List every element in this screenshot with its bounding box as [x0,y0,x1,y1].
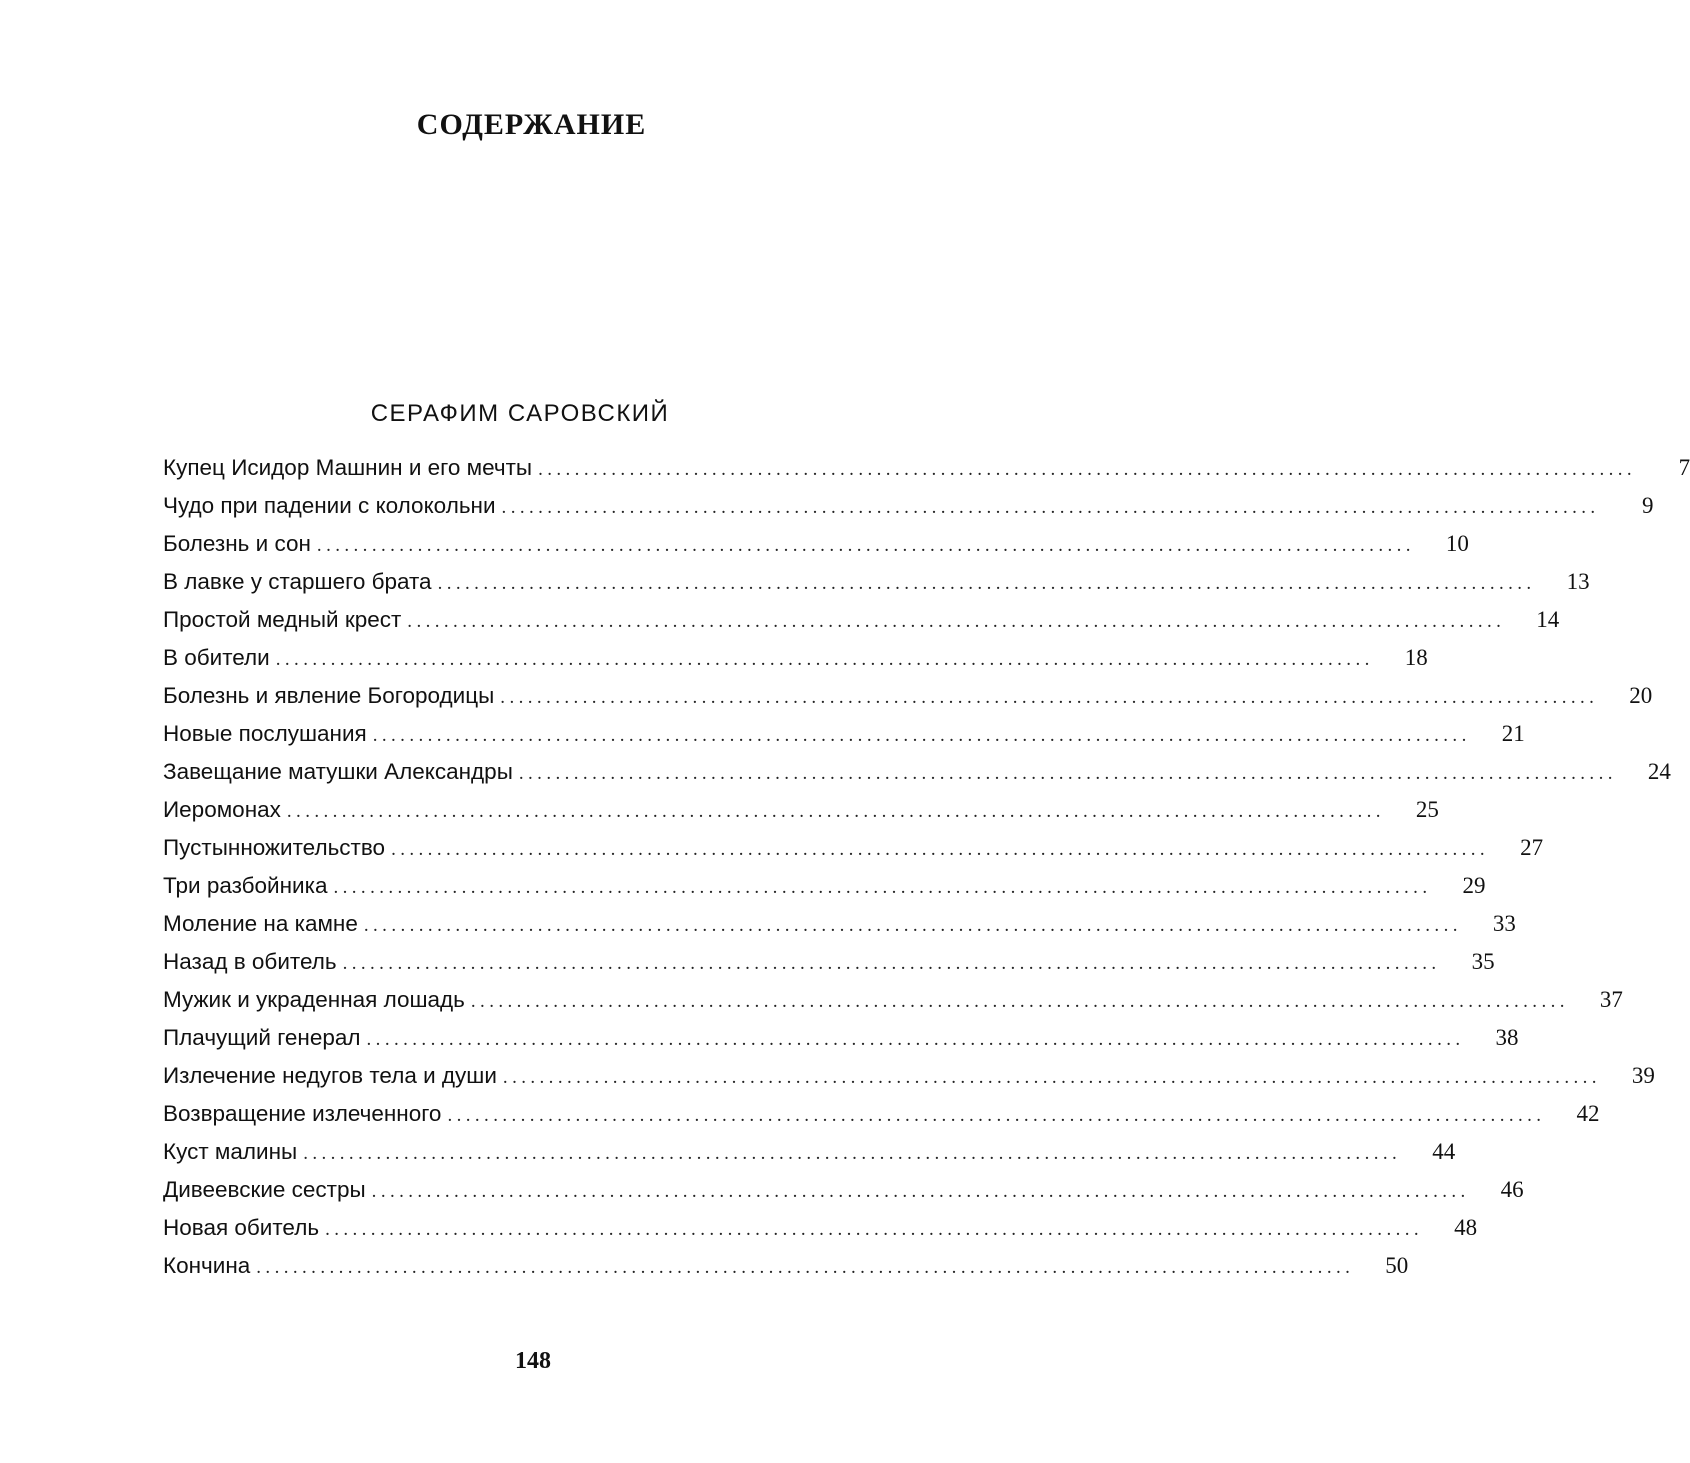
toc-entry-page: 9 [1642,493,1654,518]
toc-entry-title: Новые послушания [163,721,367,746]
toc-entry[interactable] [163,1209,1478,1247]
dot-leader: ........................................................................................................................ [256,1257,1355,1278]
toc-entry-page: 18 [1404,645,1428,670]
toc-entry-title: Мужик и украденная лошадь [163,987,465,1012]
toc-entry[interactable] [163,1019,1519,1057]
toc-entry-title: Три разбойника [163,873,328,898]
toc-entry-page: 21 [1501,721,1525,746]
toc-entry-page: 27 [1520,835,1544,860]
toc-entry-title: Моление на камне [163,911,358,936]
toc-entry-title: Болезнь и сон [163,531,311,556]
toc-entry-title: Завещание матушки Александры [163,759,513,784]
toc-entry-title: Болезнь и явление Богородицы [163,683,495,708]
page-number: 148 [515,1348,551,1374]
toc-entry[interactable] [163,639,1428,677]
dot-leader: ........................................................................................................................ [470,991,1569,1012]
dot-leader: ........................................................................................................................ [325,1219,1424,1240]
toc-entry[interactable] [163,753,1671,791]
toc-entry-page: 42 [1576,1101,1600,1126]
toc-entry[interactable] [163,715,1525,753]
toc-entry-title: В обители [163,645,270,670]
toc-entry-page: 48 [1454,1215,1478,1240]
toc-entry[interactable] [163,487,1654,525]
toc-entry[interactable] [163,905,1516,943]
toc-entry-page: 10 [1445,531,1469,556]
dot-leader: ........................................................................................................................ [437,573,1536,594]
dot-leader: ........................................................................................................................ [333,877,1432,898]
toc-entry-title: Пустынножительство [163,835,386,860]
dot-leader: ........................................................................................................................ [501,497,1600,518]
dot-leader: ........................................................................................................................ [518,763,1617,784]
toc-entry-title: Простой медный крест [163,607,402,632]
toc-entry-title: Чудо при падении с колокольни [163,493,496,518]
dot-leader: ........................................................................................................................ [342,953,1441,974]
toc-entry-title: Новая обитель [163,1215,320,1240]
dot-leader: ........................................................................................................................ [286,801,1385,822]
toc-entry-page: 37 [1599,987,1623,1012]
dot-leader: ........................................................................................................................ [538,459,1637,480]
toc-entry-title: Назад в обитель [163,949,337,974]
toc-entry[interactable] [163,677,1653,715]
toc-entry-title: Возвращение излеченного [163,1101,442,1126]
toc-entry[interactable] [163,1171,1524,1209]
table-of-contents [163,449,1690,1285]
toc-entry[interactable] [163,943,1495,981]
toc-entry-title: Дивеевские сестры [163,1177,366,1202]
dot-leader: ........................................................................................................................ [316,535,1415,556]
toc-entry-title: Купец Исидор Машнин и его мечты [163,455,533,480]
toc-entry[interactable] [163,867,1486,905]
dot-leader: ........................................................................................................................ [303,1143,1402,1164]
toc-entry[interactable] [163,981,1623,1019]
toc-entry-title: Излечение недугов тела и души [163,1063,497,1088]
dot-leader: ........................................................................................................................ [447,1105,1546,1126]
dot-leader: ........................................................................................................................ [371,1181,1470,1202]
toc-entry-title: В лавке у старшего брата [163,569,432,594]
toc-entry[interactable] [163,563,1590,601]
dot-leader: ........................................................................................................................ [391,839,1490,860]
toc-entry[interactable] [163,829,1544,867]
toc-entry-title: Куст малины [163,1139,298,1164]
toc-entry-page: 33 [1492,911,1516,936]
toc-entry-title: Иеромонах [163,797,281,822]
dot-leader: ........................................................................................................................ [502,1067,1601,1088]
toc-entry-title: Плачущий генерал [163,1025,361,1050]
toc-entry[interactable] [163,1095,1600,1133]
toc-entry-title: Кончина [163,1253,251,1278]
toc-entry-page: 24 [1647,759,1671,784]
toc-entry[interactable] [163,791,1439,829]
page-title: СОДЕРЖАНИЕ [416,108,647,141]
dot-leader: ........................................................................................................................ [363,915,1462,936]
toc-entry-page: 35 [1471,949,1495,974]
toc-entry-page: 14 [1536,607,1560,632]
section-title: СЕРАФИМ САРОВСКИЙ [370,400,670,427]
toc-entry-page: 46 [1500,1177,1524,1202]
toc-entry[interactable] [163,449,1690,487]
toc-entry-page: 13 [1566,569,1590,594]
toc-entry-page: 44 [1432,1139,1456,1164]
dot-leader: ........................................................................................................................ [366,1029,1465,1050]
toc-entry-page: 50 [1385,1253,1409,1278]
toc-entry-page: 29 [1462,873,1486,898]
toc-entry-page: 20 [1629,683,1653,708]
toc-entry-page: 39 [1631,1063,1655,1088]
toc-entry-page: 7 [1678,455,1690,480]
toc-entry[interactable] [163,1247,1409,1285]
dot-leader: ........................................................................................................................ [407,611,1506,632]
toc-entry[interactable] [163,1133,1456,1171]
dot-leader: ........................................................................................................................ [275,649,1374,670]
toc-entry[interactable] [163,601,1560,639]
toc-entry-page: 38 [1495,1025,1519,1050]
dot-leader: ........................................................................................................................ [500,687,1599,708]
toc-entry[interactable] [163,1057,1655,1095]
dot-leader: ........................................................................................................................ [372,725,1471,746]
toc-entry[interactable] [163,525,1469,563]
toc-entry-page: 25 [1415,797,1439,822]
